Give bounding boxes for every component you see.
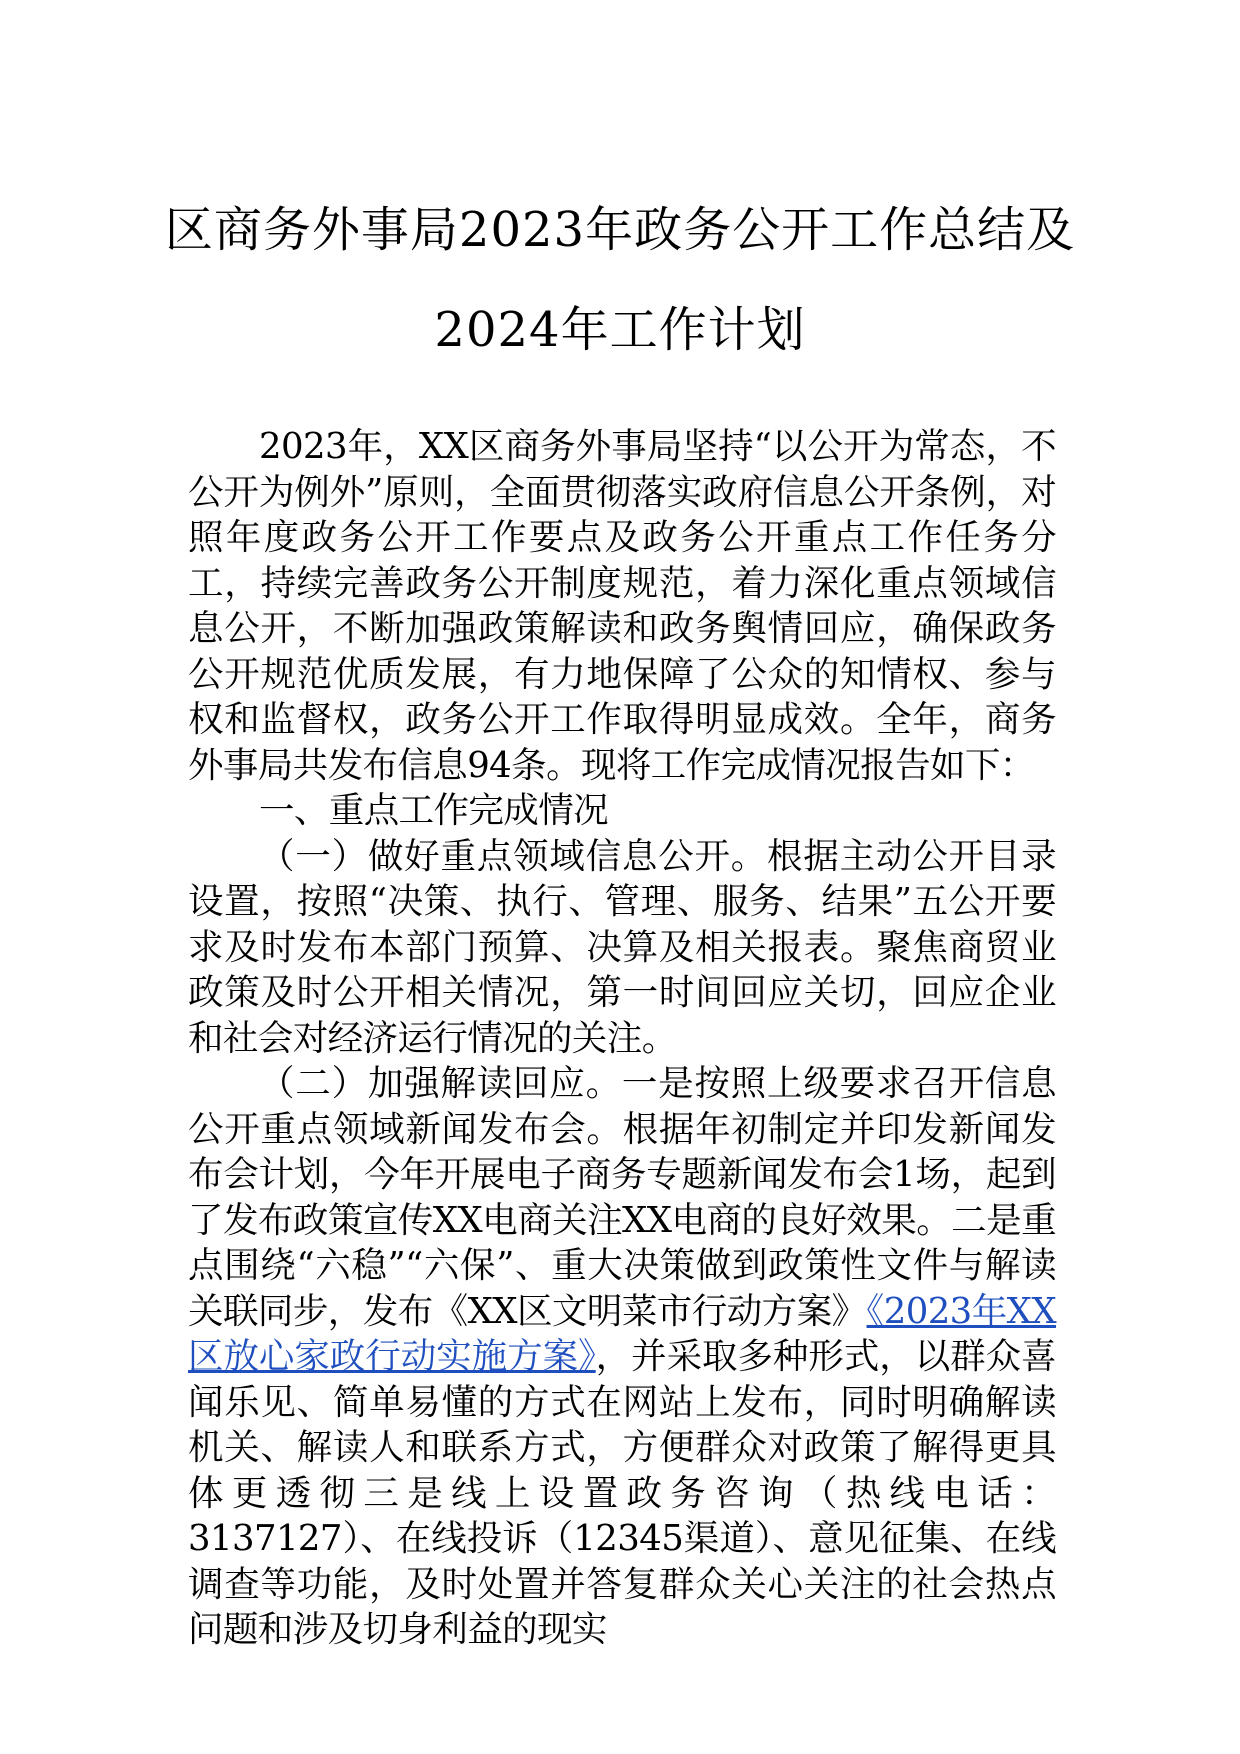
- paragraph-text-after-link: ，并采取多种形式，以群众喜闻乐见、简单易懂的方式在网站上发布，同时明确解读机关、解读人和联系方式，方便群众对政策了解得更具体更透彻三是线上设置政务咨询（热线电话：3137127）、在线投诉（12345渠道）、意见征集、在线调查等功能，及时处置并答复群众关心关注的社会热点问题和涉及切身利益的现实: [188, 1336, 1056, 1650]
- intro-paragraph: 2023年，XX区商务外事局坚持“以公开为常态，不公开为例外”原则，全面贯彻落实政府信息公开条例，对照年度政务公开工作要点及政务公开重点工作任务分工，持续完善政务公开制度规范，着力深化重点领域信息公开，不断加强政策解读和政务舆情回应，确保政务公开规范优质发展，有力地保障了公众的知情权、参与权和监督权，政务公开工作取得明显成效。全年，商务外事局共发布信息94条。现将工作完成情况报告如下：: [188, 426, 1056, 786]
- paragraph-disclosure: （一）做好重点领域信息公开。根据主动公开目录设置，按照“决策、执行、管理、服务、结果”五公开要求及时发布本部门预算、决算及相关报表。聚焦商贸业政策及时公开相关情况，第一时间回应关切，回应企业和社会对经济运行情况的关注。: [188, 835, 1056, 1059]
- document-title: [150, 180, 1090, 380]
- paragraph-text-before-link: （二）加强解读回应。一是按照上级要求召开信息公开重点领域新闻发布会。根据年初制定并印发新闻发布会计划，今年开展电子商务专题新闻发布会1场，起到了发布政策宣传XX电商关注XX电商的良好效果。二是重点围绕“六稳”“六保”、重大决策做到政策性文件与解读关联同步，发布《XX区文明菜市行动方案》: [188, 1063, 1056, 1332]
- title-line-2: 2024年工作计划: [434, 302, 806, 358]
- document-body: [188, 424, 1056, 1653]
- section-heading: 一、重点工作完成情况: [259, 790, 609, 831]
- plan-document-link[interactable]: 《2023年XX区放心家政行动实施方案》: [188, 1290, 1057, 1377]
- paragraph-interpretation: [188, 1061, 1056, 1653]
- title-line-1: 区商务外事局2023年政务公开工作总结及: [164, 202, 1076, 258]
